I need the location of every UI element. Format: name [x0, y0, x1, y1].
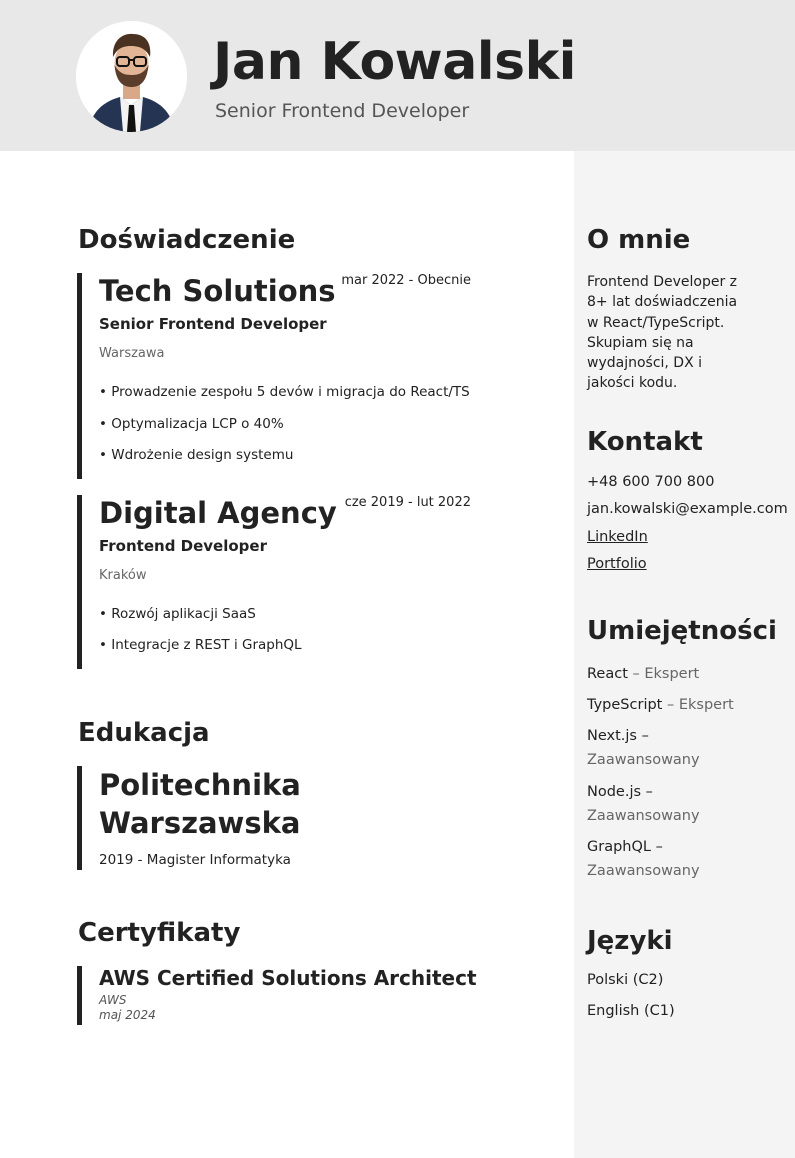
skill-level: Zaawansowany	[587, 863, 700, 879]
job-dates: mar 2022 - Obecnie	[341, 273, 471, 288]
certificates-heading: Certyfikaty	[78, 918, 241, 948]
job-bullet: • Wdrożenie design systemu	[99, 447, 294, 463]
language-item: English (C1)	[587, 1003, 675, 1019]
about-text	[587, 272, 737, 394]
skill-name: Next.js	[587, 728, 637, 744]
certificate-entry	[77, 966, 482, 1025]
skill-item	[587, 724, 700, 772]
skill-item	[587, 835, 700, 883]
certificate-issuer: AWS	[99, 993, 127, 1007]
avatar	[76, 21, 187, 132]
skill-item	[587, 693, 734, 717]
skill-name: React	[587, 666, 628, 682]
skill-item	[587, 662, 699, 686]
skill-name: TypeScript	[587, 697, 663, 713]
contact-heading: Kontakt	[587, 427, 703, 457]
job-role: Frontend Developer	[99, 537, 267, 555]
about-line: jakości kodu.	[587, 375, 678, 392]
skill-dash: –	[641, 728, 649, 744]
experience-entry	[77, 273, 471, 479]
job-bullet: • Prowadzenie zespołu 5 devów i migracja do React/TS	[99, 384, 470, 400]
job-role: Senior Frontend Developer	[99, 315, 327, 333]
company-name: Digital Agency	[99, 496, 337, 530]
skill-dash: –	[655, 839, 663, 855]
job-title: Senior Frontend Developer	[215, 100, 470, 122]
job-bullet: • Optymalizacja LCP o 40%	[99, 416, 284, 432]
header	[0, 0, 795, 151]
contact-email: jan.kowalski@example.com	[587, 501, 788, 517]
profile-photo-icon	[76, 21, 187, 132]
about-line: Skupiam się na	[587, 334, 694, 351]
about-heading: O mnie	[587, 225, 691, 255]
portfolio-link[interactable]: Portfolio	[587, 556, 647, 572]
skill-level: Zaawansowany	[587, 808, 700, 824]
skills-heading: Umiejętności	[587, 616, 777, 646]
experience-entry	[77, 495, 471, 669]
job-location: Kraków	[99, 568, 147, 583]
contact-phone: +48 600 700 800	[587, 474, 715, 490]
certificate-name: AWS Certified Solutions Architect	[99, 966, 477, 990]
degree: 2019 - Magister Informatyka	[99, 852, 291, 868]
linkedin-link[interactable]: LinkedIn	[587, 529, 648, 545]
skill-item	[587, 780, 700, 828]
skill-level: – Ekspert	[666, 697, 734, 713]
skill-name: Node.js	[587, 784, 642, 800]
education-entry	[77, 766, 471, 870]
job-bullet: • Rozwój aplikacji SaaS	[99, 606, 256, 622]
language-item: Polski (C2)	[587, 972, 664, 988]
about-line: wydajności, DX i	[587, 355, 703, 372]
experience-heading: Doświadczenie	[78, 225, 296, 255]
skill-name: GraphQL	[587, 839, 651, 855]
skill-level: – Ekspert	[632, 666, 700, 682]
certificate-date: maj 2024	[99, 1008, 156, 1022]
about-line: Frontend Developer z	[587, 274, 738, 290]
job-location: Warszawa	[99, 346, 165, 361]
skill-level: Zaawansowany	[587, 752, 700, 768]
about-line: 8+ lat doświadczenia	[587, 294, 738, 311]
company-name: Tech Solutions	[99, 274, 336, 308]
languages-heading: Języki	[587, 926, 673, 956]
job-bullet: • Integracje z REST i GraphQL	[99, 637, 302, 653]
about-line: w React/TypeScript.	[587, 314, 725, 331]
job-dates: cze 2019 - lut 2022	[344, 495, 471, 510]
school-name-line1: Politechnika	[99, 768, 301, 802]
education-heading: Edukacja	[78, 718, 210, 748]
person-name: Jan Kowalski	[213, 32, 576, 92]
skill-dash: –	[645, 784, 653, 800]
school-name-line2: Warszawska	[99, 806, 301, 840]
